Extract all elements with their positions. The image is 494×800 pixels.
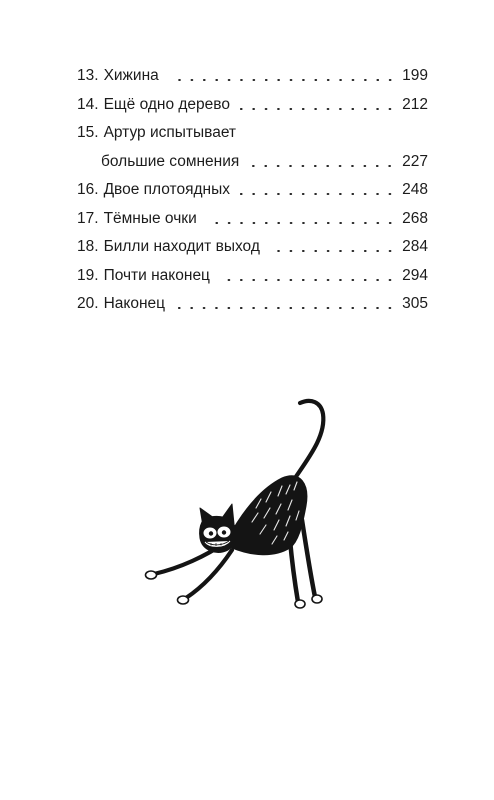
page-number: 284 [402, 238, 428, 255]
page-number: 305 [402, 295, 428, 312]
dot-leader [249, 165, 396, 167]
dot-leader [240, 108, 396, 110]
dot-leader [270, 250, 396, 252]
dot-leader [169, 79, 396, 81]
chapter-number: 20. [77, 295, 99, 312]
page-number: 212 [402, 95, 428, 113]
chapter-title: Почти наконец [103, 266, 210, 284]
chapter-title: Билли находит выход [103, 238, 260, 255]
chapter-number: 13. [77, 67, 99, 84]
chapter-number: 17. [77, 209, 99, 227]
page-number: 268 [402, 209, 428, 227]
toc-entry[interactable] [77, 176, 428, 205]
chapter-title: Хижина [103, 67, 159, 84]
stretching-cat-icon [140, 390, 340, 620]
chapter-number: 15. [77, 124, 99, 141]
chapter-title: Артур испытывает [103, 124, 237, 141]
chapter-title-continued: большие сомнения [101, 152, 240, 170]
page-number: 227 [402, 152, 428, 170]
chapter-title: Тёмные очки [103, 209, 197, 227]
toc-entry[interactable] [77, 62, 428, 91]
toc-entry[interactable] [77, 205, 428, 234]
chapter-number: 16. [77, 181, 99, 198]
chapter-title: Двое плотоядных [103, 181, 230, 198]
dot-leader [220, 279, 396, 281]
toc-entry[interactable] [77, 233, 428, 262]
dot-leader [207, 222, 396, 224]
chapter-number: 19. [77, 266, 99, 284]
chapter-title: Наконец [103, 295, 166, 312]
page-number: 294 [402, 266, 428, 284]
chapter-title: Ещё одно дерево [103, 95, 230, 113]
table-of-contents [77, 62, 428, 319]
page-number: 248 [402, 181, 428, 198]
page-number: 199 [402, 67, 428, 84]
dot-leader [175, 307, 396, 309]
toc-entry[interactable] [77, 290, 428, 319]
toc-entry[interactable] [77, 91, 428, 120]
toc-entry[interactable] [77, 262, 428, 291]
chapter-number: 18. [77, 238, 99, 255]
chapter-number: 14. [77, 95, 99, 113]
toc-entry[interactable] [77, 119, 428, 176]
dot-leader [240, 193, 396, 195]
